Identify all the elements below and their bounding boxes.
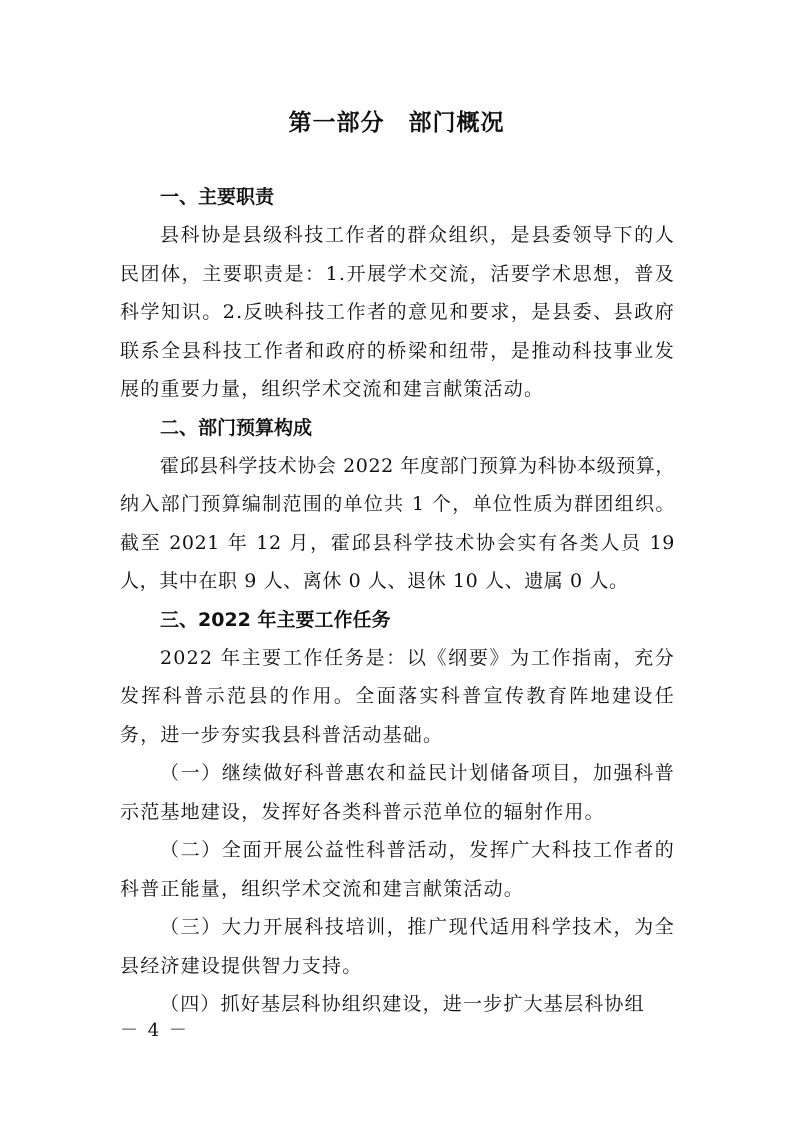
paragraph-duties: 县科协是县级科技工作者的群众组织，是县委领导下的人民团体，主要职责是：1.开展学术交流，活要学术思想，普及科学知识。2.反映科技工作者的意见和要求，是县委、县政府联系全县科技工作者和政府的桥梁和纽带，是推动科技事业发展的重要力量，组织学术交流和建言献策活动。	[120, 224, 675, 400]
page-title: 第一部分 部门概况	[288, 110, 505, 136]
section-heading-duties: 一、主要职责	[160, 186, 275, 208]
task-item-4: （四）抓好基层科协组织建设，进一步扩大基层科协组	[160, 993, 645, 1015]
task-item-1: （一）继续做好科普惠农和益民计划储备项目，加强科普示范基地建设，发挥好各类科普示范单位的辐射作用。	[120, 762, 675, 823]
section-heading-budget: 二、部门预算构成	[160, 416, 313, 439]
task-item-3: （三）大力开展科技培训，推广现代适用科学技术，为全县经济建设提供智力支持。	[120, 916, 675, 977]
section-heading-tasks: 三、2022 年主要工作任务	[160, 608, 391, 631]
page-number: － 4 －	[120, 1020, 189, 1041]
task-item-2: （二）全面开展公益性科普活动，发挥广大科技工作者的科普正能量，组织学术交流和建言献策活动。	[120, 839, 675, 900]
paragraph-tasks: 2022 年主要工作任务是：以《纲要》为工作指南，充分发挥科普示范县的作用。全面落实科普宣传教育阵地建设任务，进一步夯实我县科普活动基础。	[120, 646, 675, 746]
document-body	[120, 178, 675, 1024]
paragraph-budget: 霍邱县科学技术协会 2022 年度部门预算为科协本级预算，纳入部门预算编制范围的单位共 1 个，单位性质为群团组织。截至 2021 年 12 月，霍邱县科学技术协会实有各类人员 19 人，其中在职 9 人、离休 0 人、退休 10 人、遗属 0 人。	[120, 454, 675, 592]
